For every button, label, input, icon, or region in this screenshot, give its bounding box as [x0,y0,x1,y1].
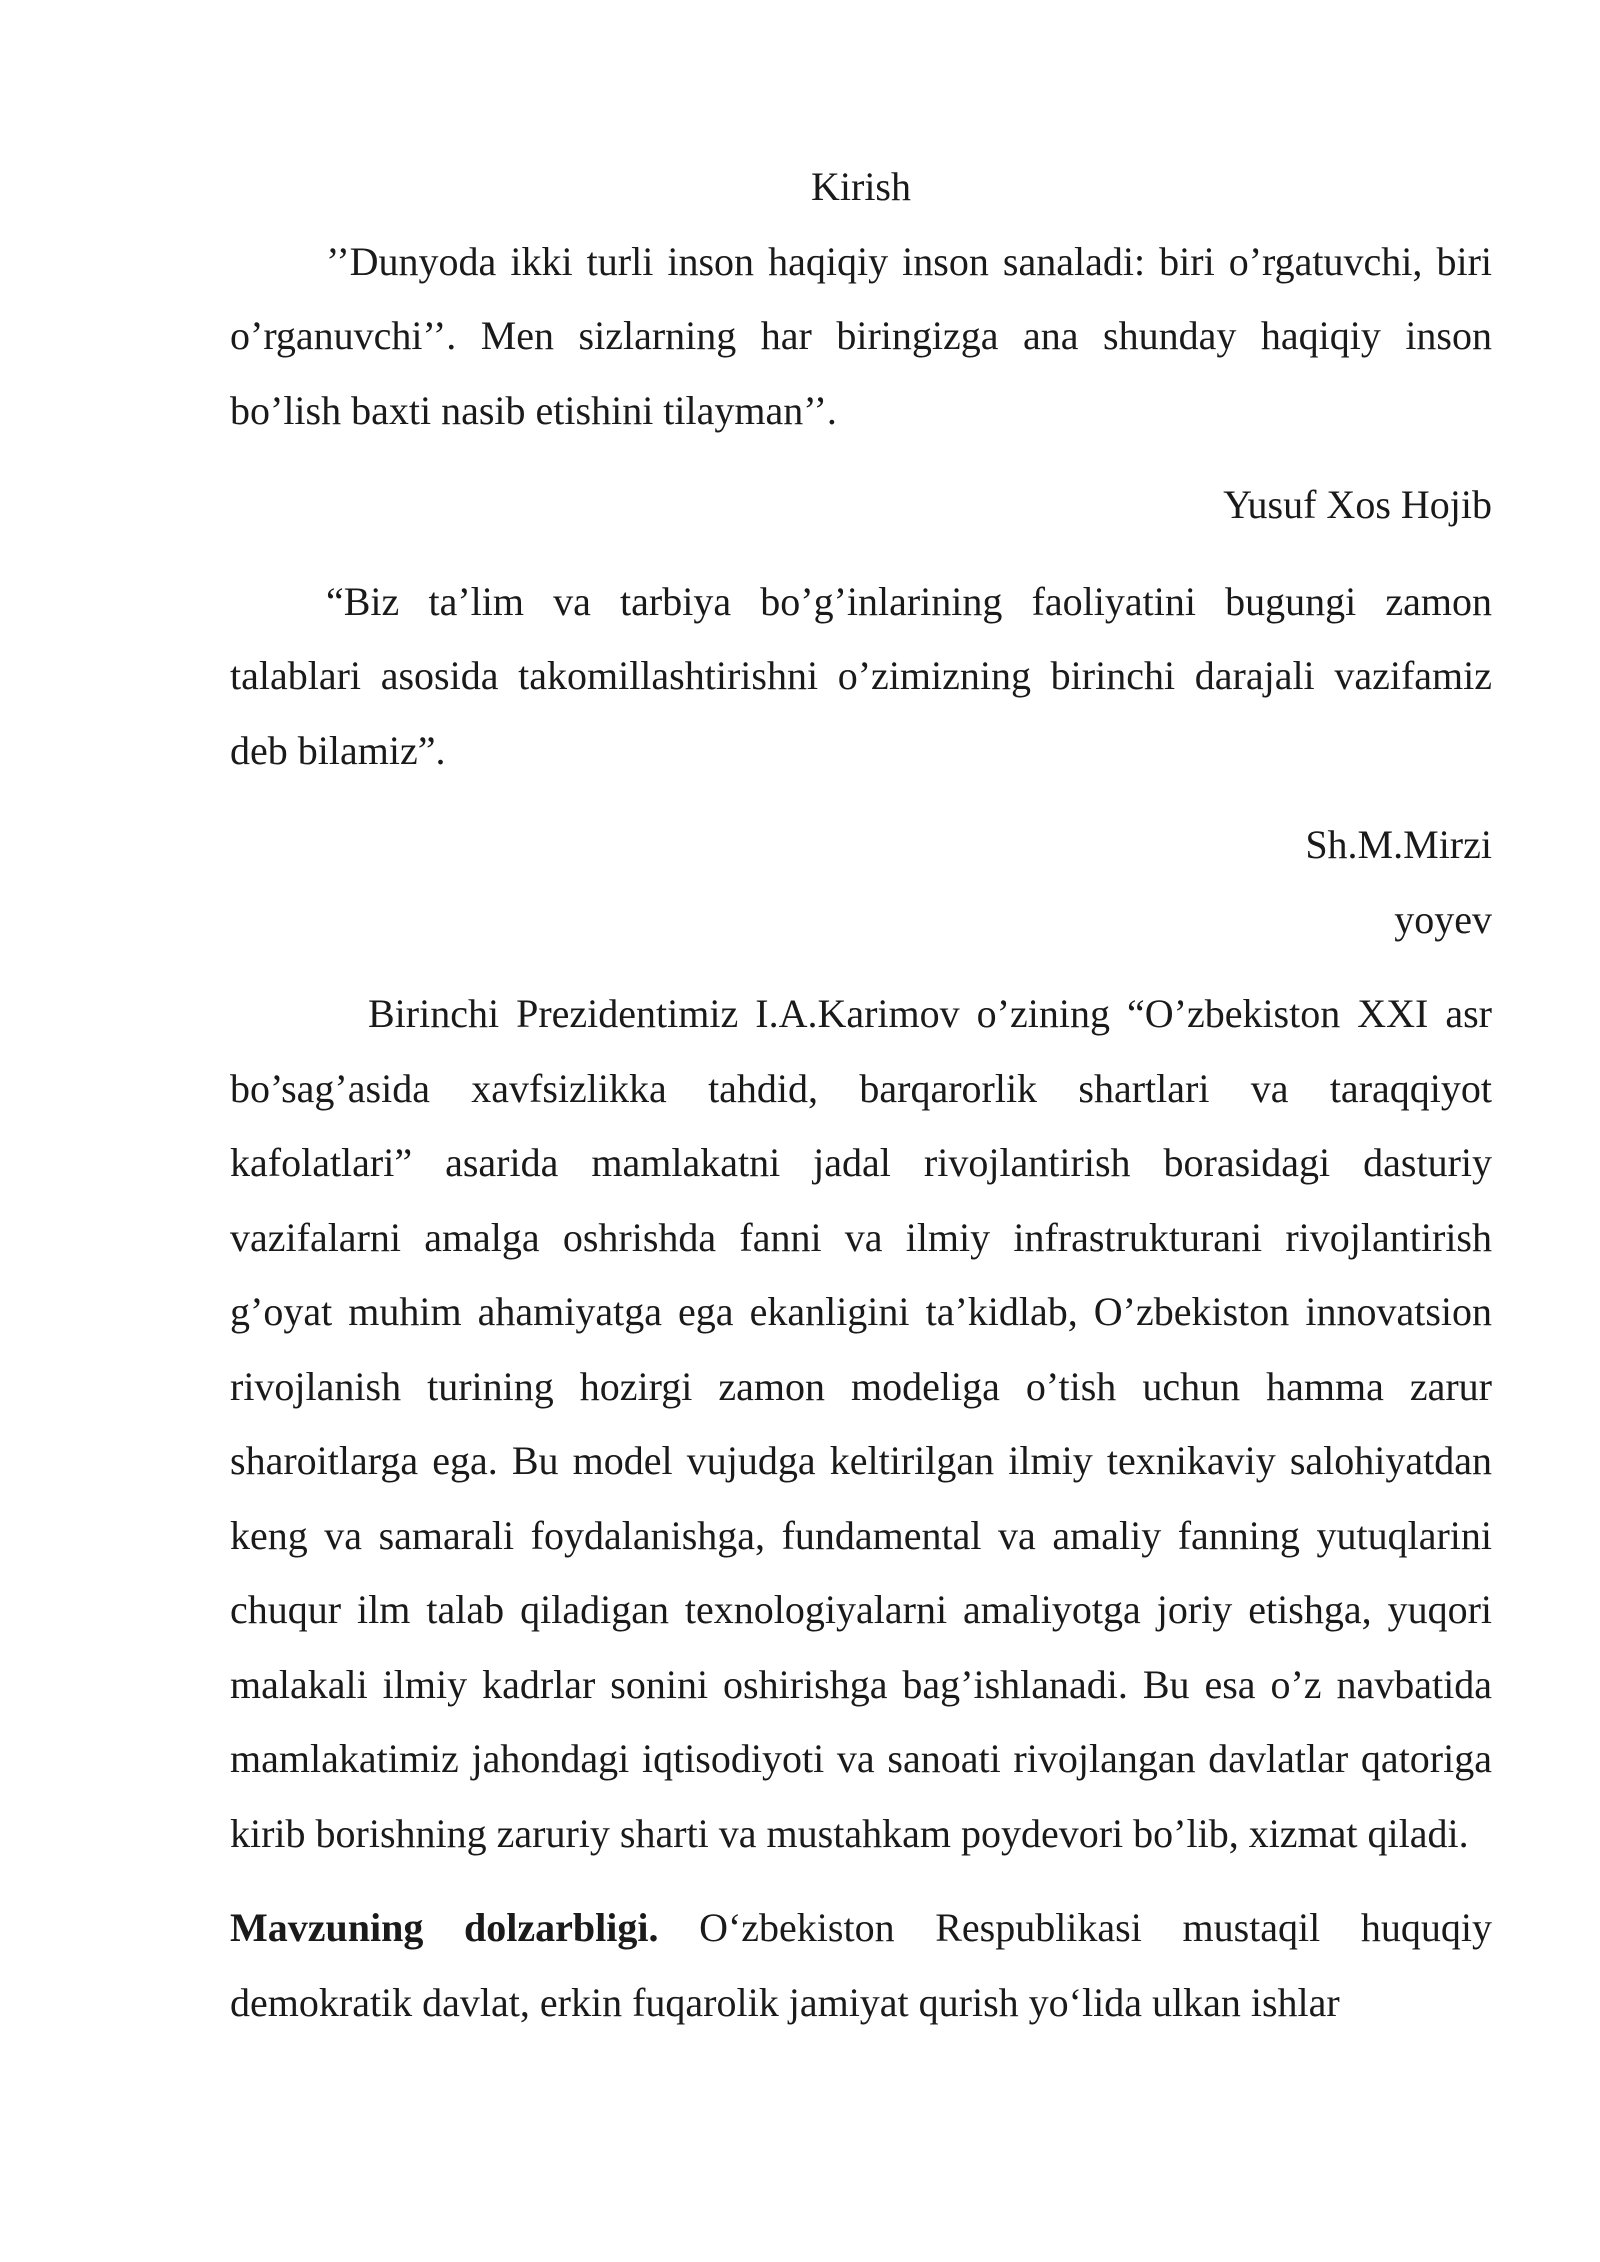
section-heading: Kirish [811,164,911,209]
body-paragraph-2 [230,1891,1492,2040]
document-page [230,150,1492,2040]
paragraph-2-text: O‘zbekiston Respublikasi mustaqil huquqiy demokratik davlat, erkin fuqarolik jamiyat qurish yo‘lida ulkan ishlar [230,1905,1492,2025]
epigraph-author-2-line-2: yoyev [1394,896,1492,942]
epigraph-quote-2: “Biz ta’lim va tarbiya bo’g’inlarining faoliyatini bugungi zamon talablari asosida takomillashtirishni o’zimizning birinchi darajali vazifamiz deb bilamiz”. [230,578,1492,773]
epigraph-quote-1: ’’Dunyoda ikki turli inson haqiqiy inson sanaladi: biri o’rgatuvchi, biri o’rganuvchi’’. Men sizlarning har biringizga ana shunday haqiqiy inson bo’lish baxti nasib etishini tilayman’’. [230,238,1492,433]
epigraph-author-2-line-1: Sh.M.Mirzi [1305,822,1492,867]
body-paragraph-1: Birinchi Prezidentimiz I.A.Karimov o’zining “O’zbekiston XXI asr bo’sag’asida xavfsizlikka tahdid, barqarorlik shartlari va taraqqiyot kafolatlari” asarida mamlakatni jadal rivojlantirish borasidagi dasturiy vazifalarni amalga oshrishda fanni va ilmiy infrastrukturani rivojlantirish g’oyat muhim ahamiyatga ega ekanligini ta’kidlab, O’zbekiston innovatsion rivojlanish turining hozirgi zamon modeliga o’tish uchun hamma zarur sharoitlarga ega. Bu model vujudga keltirilgan ilmiy texnikaviy salohiyatdan keng va samarali foydalanishga, fundamental va amaliy fanning yutuqlarini chuqur ilm talab qiladigan texnologiyalarni amaliyotga joriy etishga, yuqori malakali ilmiy kadrlar sonini oshirishga bag’ishlanadi. Bu esa o’z navbatida mamlakatimiz jahondagi iqtisodiyoti va sanoati rivojlangan davlatlar qatoriga kirib borishning zaruriy sharti va mustahkam poydevori bo’lib, xizmat qiladi. [230,991,1492,1856]
paragraph-lead-heading: Mavzuning dolzarbligi. [230,1905,659,1950]
epigraph-author-1: Yusuf Xos Hojib [1223,482,1492,527]
